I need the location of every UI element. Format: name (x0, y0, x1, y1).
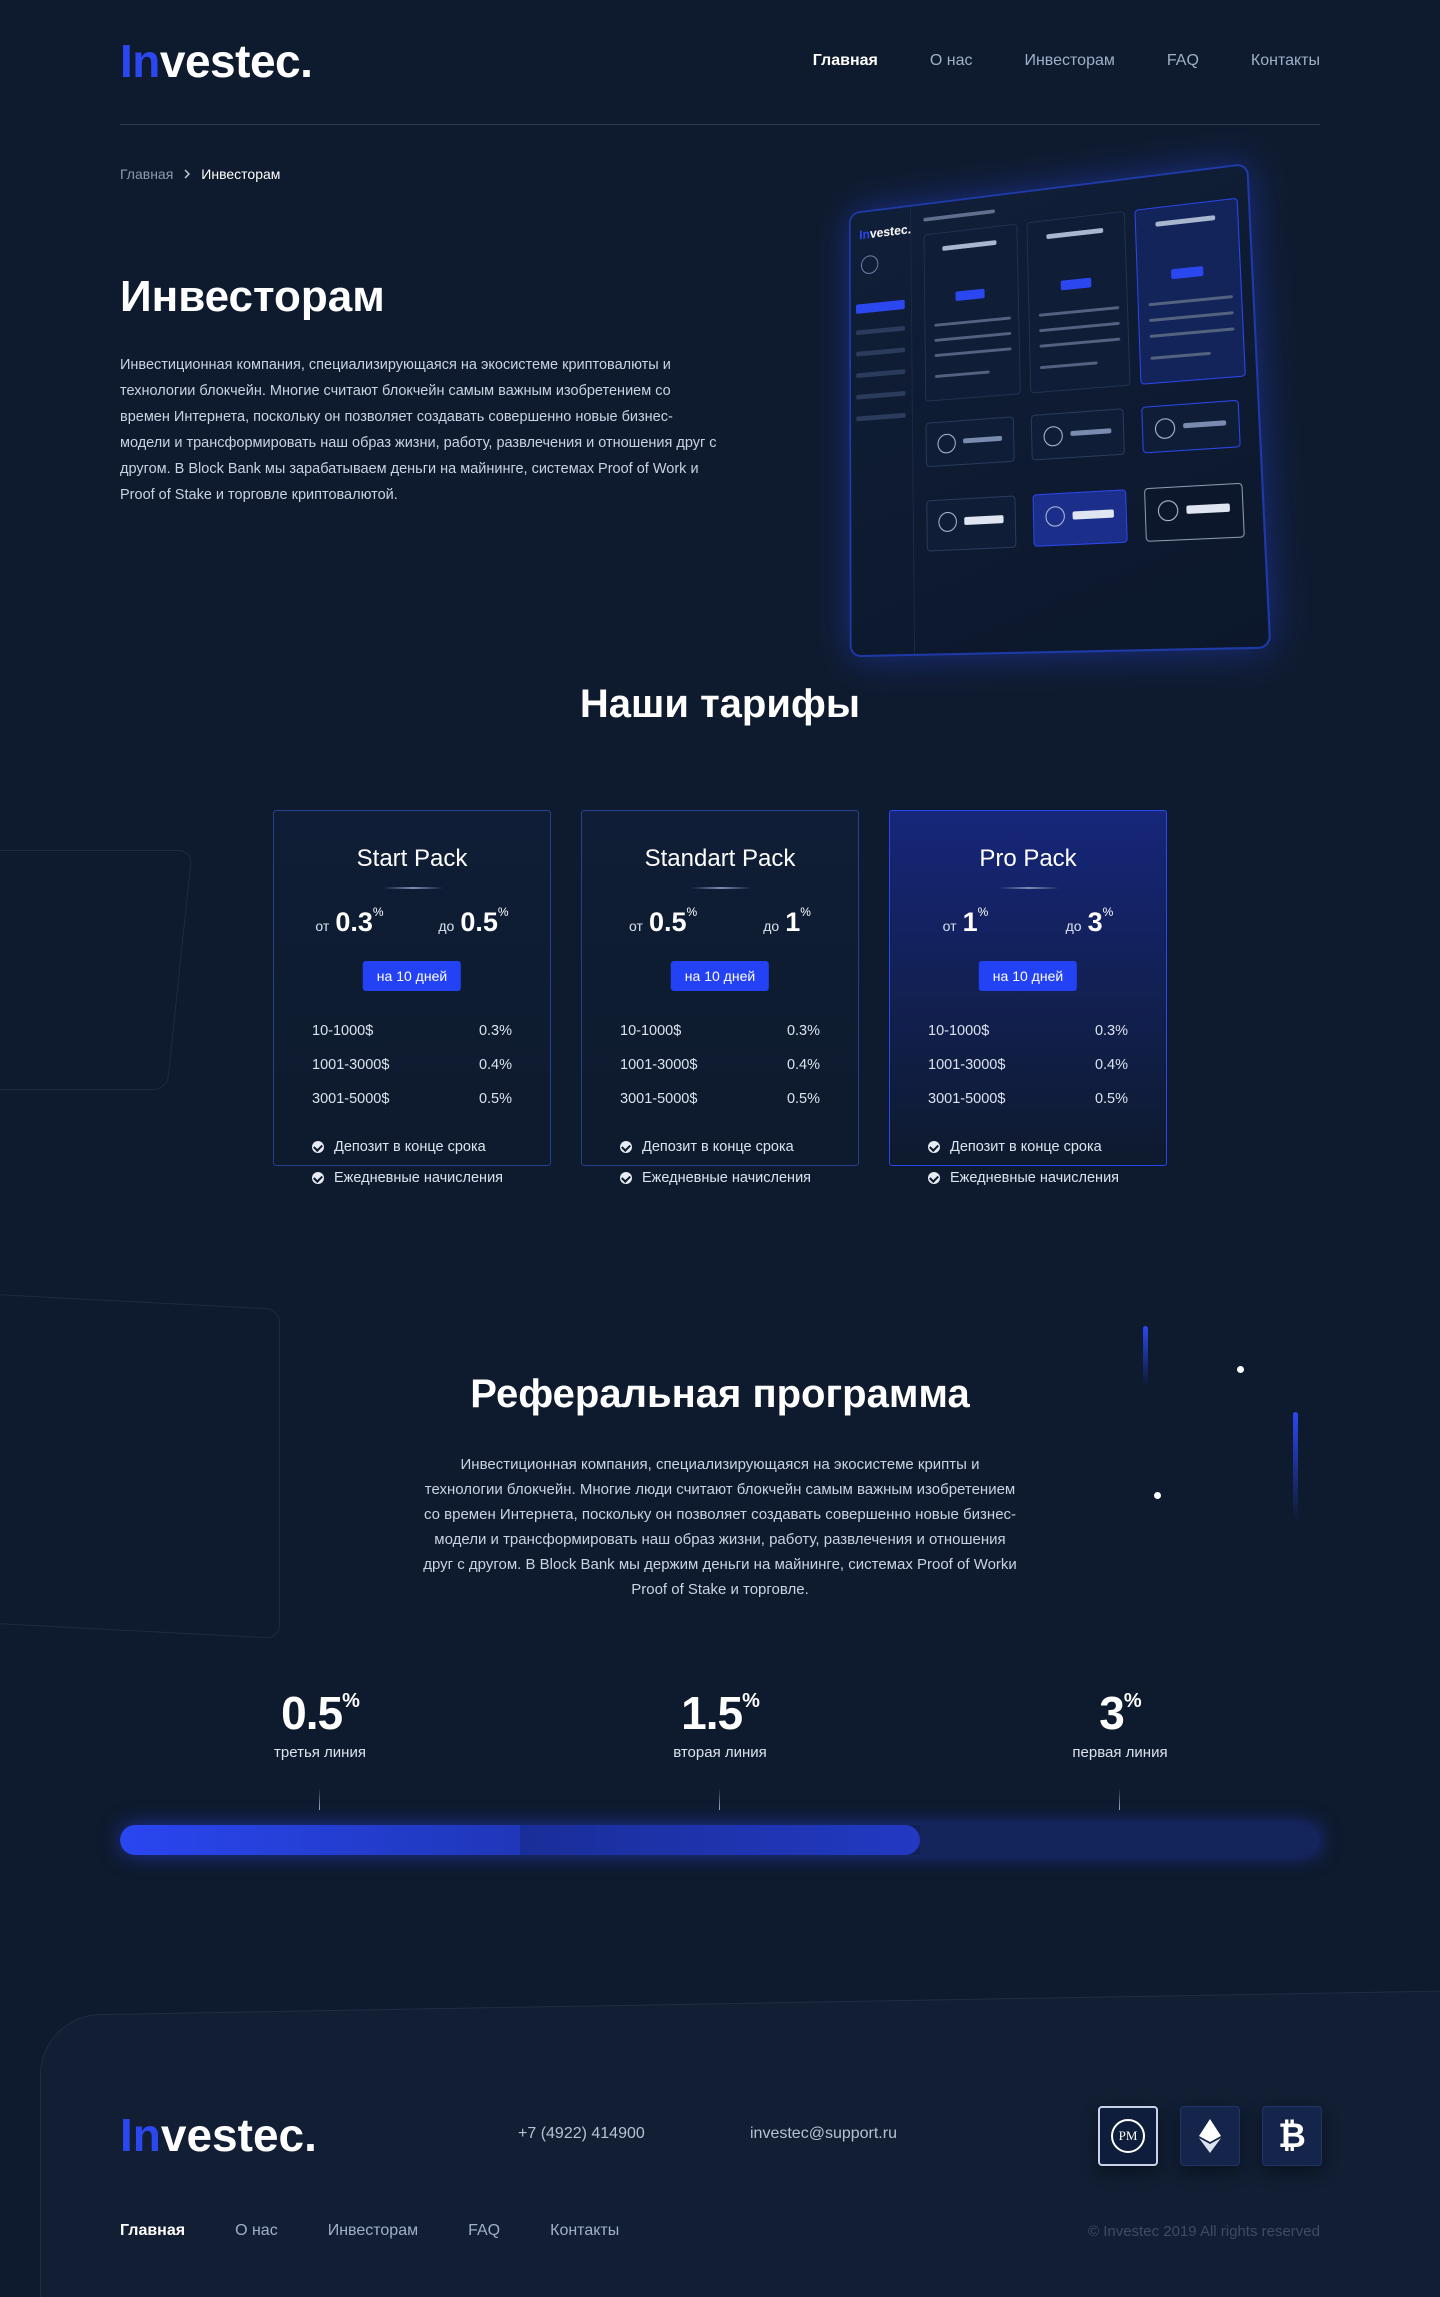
mock-line (1150, 327, 1235, 338)
mock-line (1046, 228, 1103, 239)
tariff-row: 10-1000$ 0.3% (312, 1023, 512, 1039)
ethereum-icon[interactable] (1180, 2106, 1240, 2166)
dashboard-mock (849, 163, 1271, 657)
mock-line (1155, 215, 1215, 227)
check-icon (620, 1172, 632, 1184)
decorative-dot (1154, 1492, 1161, 1499)
mock-line (963, 436, 1002, 444)
level-third (220, 1686, 420, 1761)
tariff-rates: от 1% до 3% (942, 905, 1114, 937)
tariff-row: 10-1000$ 0.3% (928, 1023, 1128, 1039)
duration-badge[interactable]: на 10 дней (979, 961, 1077, 991)
footer-email[interactable]: investec@support.ru (750, 2125, 897, 2142)
mock-sidebar (851, 207, 915, 656)
level-caption: вторая линия (673, 1744, 767, 1761)
copyright: © Investec 2019 All rights reserved (1087, 2223, 1320, 2240)
footer-logo[interactable]: Investec. (120, 2109, 317, 2161)
chevron-right-icon (183, 169, 191, 179)
feature-item: Депозит в конце срока (312, 1131, 503, 1162)
mock-pay-option (1141, 400, 1241, 454)
level-first (1020, 1686, 1220, 1761)
referral-progress-bar (120, 1825, 1320, 1855)
duration-badge[interactable]: на 10 дней (363, 961, 461, 991)
mock-balance (926, 495, 1016, 551)
site-header (120, 36, 1320, 126)
tariff-features (620, 1131, 811, 1193)
footer-nav-faq[interactable]: FAQ (468, 2222, 501, 2239)
decorative-bar (1293, 1412, 1298, 1522)
check-icon (928, 1141, 940, 1153)
tariff-features (928, 1131, 1119, 1193)
mock-balance (1144, 483, 1245, 542)
rate-to: 1 (785, 907, 801, 937)
rate-from: 1 (962, 907, 978, 937)
level-caption: первая линия (1072, 1744, 1168, 1761)
feature-item: Ежедневные начисления (928, 1162, 1119, 1193)
nav-item-home[interactable]: Главная (812, 52, 878, 69)
mock-coin-icon (1158, 500, 1179, 522)
mock-plan-card (924, 224, 1021, 402)
bitcoin-icon[interactable]: ₿ (1262, 2106, 1322, 2166)
tariff-row: 1001-3000$ 0.4% (620, 1057, 820, 1073)
referral-text: Инвестиционная компания, специализирующаяся на экосистеме крипты и технологии блокчейн. Многие люди считают блокчейн самым важным изобретением со времен Интернета, поскольку он позволяет создавать совершенно новые бизнес-модели и трансформировать наш образ жизни, работу, развлечения и отношения друг с другом. В Block Bank мы держим деньги на майнинге, системах Proof of Workи Proof of Stake и торговле. (423, 1456, 1017, 1598)
check-icon (928, 1172, 940, 1184)
tariff-rows (620, 1023, 820, 1125)
tariff-row: 3001-5000$ 0.5% (620, 1091, 820, 1107)
mock-line (1039, 322, 1120, 332)
mock-menu-item (856, 347, 905, 356)
tariff-name: Pro Pack (979, 845, 1077, 872)
feature-item: Депозит в конце срока (620, 1131, 811, 1162)
tariff-name: Standart Pack (644, 845, 796, 872)
mock-menu-item (856, 326, 905, 335)
logo[interactable]: Investec. (120, 35, 313, 87)
tariffs-title: Наши тарифы (579, 682, 861, 726)
mock-menu-item (856, 413, 905, 422)
mock-line (1040, 361, 1098, 369)
level-tick (719, 1788, 720, 1810)
duration-badge[interactable]: на 10 дней (671, 961, 769, 991)
mock-line (1183, 420, 1226, 428)
decorative-frame (0, 850, 193, 1090)
footer-nav-about[interactable]: О нас (235, 2222, 278, 2239)
hero-text: Инвестиционная компания, специализирующаяся на экосистеме криптовалюты и технологии блокчейн. Многие считают блокчейн самым важным изобретением со времен Интернета, поскольку он позволяет создавать совершенно новые бизнес-модели и трансформировать наш образ жизни, работу, развлечения и отношения друг с другом. В Block Bank мы зарабатываем деньги на майнинге, системах Proof of Work и Proof of Stake и торговле криптовалютой. (120, 357, 717, 503)
level-caption: третья линия (274, 1744, 366, 1761)
mock-menu-item (856, 300, 905, 314)
level-value: 1.5% (681, 1687, 759, 1739)
nav-item-faq[interactable]: FAQ (1166, 52, 1199, 69)
divider (999, 887, 1059, 889)
tariff-card-pro (889, 810, 1167, 1186)
page-title: Инвесторам (120, 272, 385, 321)
divider (691, 887, 751, 889)
feature-item: Депозит в конце срока (928, 1131, 1119, 1162)
rate-from: 0.3 (335, 907, 373, 937)
mock-line (1149, 311, 1234, 322)
progress-shade (520, 1825, 920, 1855)
mock-coin-icon (1155, 418, 1176, 440)
mock-line (1070, 428, 1111, 436)
mock-badge (1171, 266, 1203, 279)
mock-coin-icon (1045, 506, 1065, 527)
nav-item-investors[interactable]: Инвесторам (1024, 52, 1115, 69)
tariff-features (312, 1131, 503, 1193)
breadcrumb-home[interactable]: Главная (120, 166, 174, 182)
level-value: 3% (1099, 1687, 1141, 1739)
mock-menu-item (856, 369, 905, 378)
footer-nav-home[interactable]: Главная (120, 2222, 186, 2239)
footer-nav (120, 2222, 619, 2240)
mock-line (1186, 503, 1230, 514)
tariff-name: Start Pack (356, 845, 468, 872)
tariff-rows (928, 1023, 1128, 1125)
tariff-row: 1001-3000$ 0.4% (312, 1057, 512, 1073)
level-tick (319, 1788, 320, 1810)
header-divider (120, 124, 1320, 125)
mock-pay-option (1031, 408, 1125, 460)
main-nav (813, 52, 1320, 70)
ethereum-glyph (1199, 2119, 1221, 2153)
rate-to: 3 (1087, 907, 1103, 937)
mock-title (923, 209, 995, 221)
divider (383, 887, 443, 889)
level-second (620, 1686, 820, 1761)
mock-line (935, 347, 1012, 357)
referral-title: Реферальная программа (470, 1372, 970, 1416)
mock-coin-icon (1043, 426, 1063, 447)
tariff-row: 3001-5000$ 0.5% (312, 1091, 512, 1107)
mock-line (934, 332, 1011, 342)
check-icon (620, 1141, 632, 1153)
nav-item-about[interactable]: О нас (929, 52, 973, 69)
mock-menu (856, 300, 906, 439)
rate-from: 0.5 (648, 907, 687, 937)
mock-badge (955, 289, 984, 301)
mock-plan-card (1134, 198, 1245, 385)
mock-line (1072, 509, 1114, 519)
level-value: 0.5% (281, 1687, 359, 1739)
mock-avatar (861, 255, 878, 275)
mock-badge (1061, 278, 1092, 291)
check-icon (312, 1172, 324, 1184)
mock-line (964, 515, 1003, 525)
mock-line (1150, 352, 1210, 360)
tariff-rows (312, 1023, 512, 1125)
tariff-card-standart (581, 810, 859, 1186)
footer-phone[interactable]: +7 (4922) 414900 (518, 2125, 645, 2142)
mock-line (1040, 338, 1121, 348)
dashboard-illustration (810, 150, 1280, 690)
mock-line (934, 317, 1011, 327)
mock-line (1149, 295, 1233, 306)
tariff-row: 10-1000$ 0.3% (620, 1023, 820, 1039)
tariff-card-start (273, 810, 551, 1186)
nav-item-contacts[interactable]: Контакты (1250, 52, 1320, 69)
feature-item: Ежедневные начисления (312, 1162, 503, 1193)
mock-coin-icon (938, 512, 957, 533)
tariff-rates: от 0.3% до 0.5% (315, 905, 509, 937)
payment-icons (1098, 2106, 1322, 2166)
mock-plan-card (1026, 211, 1130, 394)
mock-logo: Investec. (859, 221, 912, 243)
mock-balance (1033, 489, 1128, 547)
footer-nav-investors[interactable]: Инвесторам (327, 2222, 419, 2239)
check-icon (312, 1141, 324, 1153)
mock-pay-option (926, 416, 1015, 467)
perfect-money-icon[interactable]: PM (1098, 2106, 1158, 2166)
rate-to: 0.5 (460, 907, 498, 937)
mock-line (935, 370, 990, 377)
feature-item: Ежедневные начисления (620, 1162, 811, 1193)
decorative-frame (0, 1291, 280, 1639)
level-tick (1119, 1788, 1120, 1810)
breadcrumb-current: Инвесторам (201, 166, 281, 182)
tariff-row: 1001-3000$ 0.4% (928, 1057, 1128, 1073)
mock-line (1039, 306, 1119, 317)
mock-menu-item (856, 391, 905, 400)
tariff-rates: от 0.5% до 1% (629, 905, 811, 937)
mock-coin-icon (937, 433, 955, 454)
footer-nav-contacts[interactable]: Контакты (550, 2222, 620, 2239)
tariff-row: 3001-5000$ 0.5% (928, 1091, 1128, 1107)
mock-line (942, 240, 996, 251)
